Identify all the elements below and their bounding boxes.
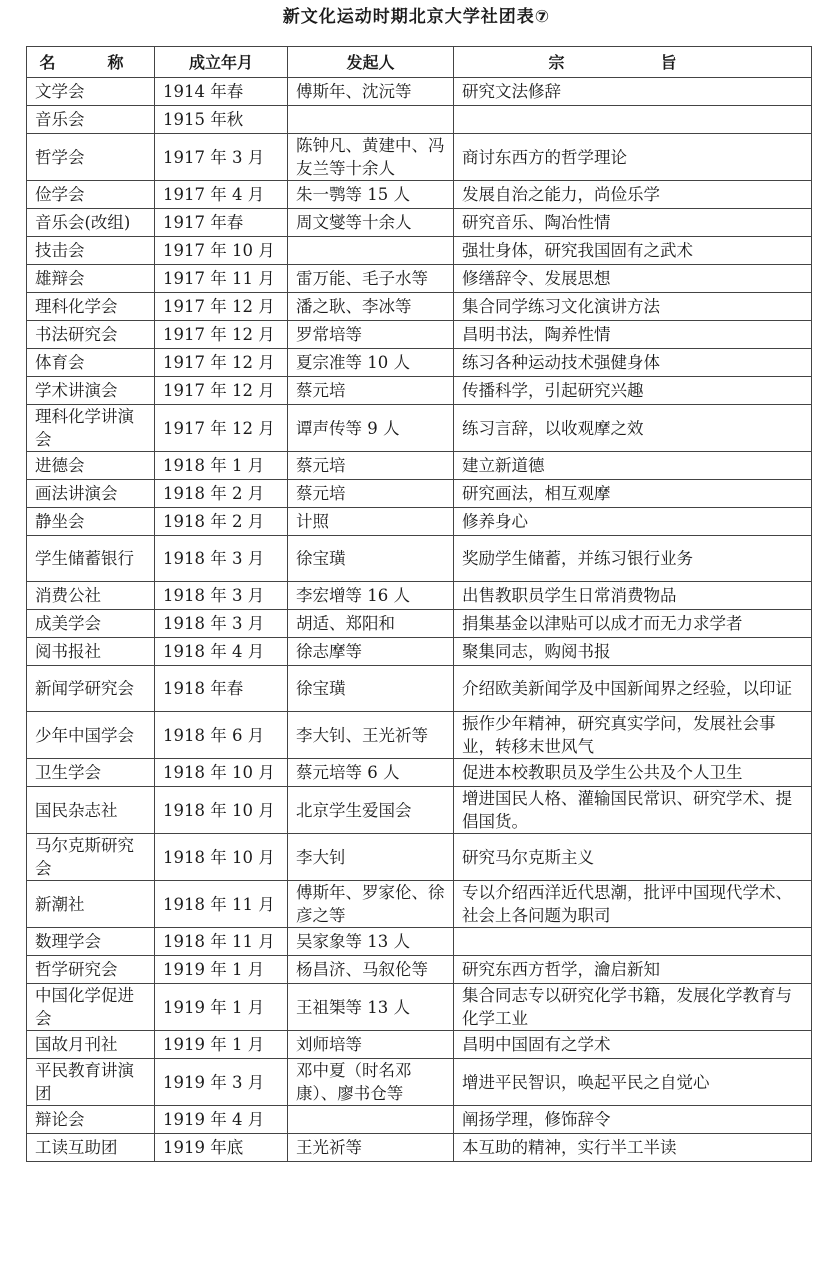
table-row <box>27 265 812 293</box>
cell-founder: 蔡元培 <box>288 480 454 508</box>
cell-founder: 蔡元培等 6 人 <box>288 759 454 787</box>
cell-purpose <box>454 928 812 956</box>
cell-purpose: 研究文法修辞 <box>454 78 812 106</box>
table-row <box>27 181 812 209</box>
table-row <box>27 480 812 508</box>
table-row <box>27 881 812 928</box>
table-row <box>27 405 812 452</box>
cell-name: 消费公社 <box>27 582 155 610</box>
table-row <box>27 610 812 638</box>
table-row <box>27 134 812 181</box>
cell-founder: 王祖榘等 13 人 <box>288 984 454 1031</box>
cell-name: 数理学会 <box>27 928 155 956</box>
table-row <box>27 321 812 349</box>
cell-name: 学术讲演会 <box>27 377 155 405</box>
table-row <box>27 237 812 265</box>
cell-founder: 蔡元培 <box>288 377 454 405</box>
cell-name: 画法讲演会 <box>27 480 155 508</box>
table-row <box>27 508 812 536</box>
cell-name: 学生储蓄银行 <box>27 536 155 582</box>
cell-purpose: 本互助的精神，实行半工半读 <box>454 1134 812 1162</box>
cell-date: 1918 年 10 月 <box>155 759 288 787</box>
cell-purpose: 修缮辞令、发展思想 <box>454 265 812 293</box>
cell-date: 1919 年 3 月 <box>155 1059 288 1106</box>
cell-date: 1917 年 11 月 <box>155 265 288 293</box>
cell-purpose: 阐扬学理，修饰辞令 <box>454 1106 812 1134</box>
table-row <box>27 666 812 712</box>
cell-date: 1914 年春 <box>155 78 288 106</box>
cell-founder: 李大钊、王光祈等 <box>288 712 454 759</box>
cell-purpose: 集合同志专以研究化学书籍，发展化学教育与化学工业 <box>454 984 812 1031</box>
cell-date: 1917 年 12 月 <box>155 321 288 349</box>
cell-date: 1918 年春 <box>155 666 288 712</box>
cell-purpose: 练习各种运动技术强健身体 <box>454 349 812 377</box>
cell-name: 工读互助团 <box>27 1134 155 1162</box>
cell-name: 俭学会 <box>27 181 155 209</box>
table-row <box>27 209 812 237</box>
cell-date: 1918 年 3 月 <box>155 536 288 582</box>
cell-founder: 谭声传等 9 人 <box>288 405 454 452</box>
cell-name: 静坐会 <box>27 508 155 536</box>
table-row <box>27 956 812 984</box>
cell-name: 音乐会(改组) <box>27 209 155 237</box>
cell-founder: 王光祈等 <box>288 1134 454 1162</box>
cell-founder: 周文燮等十余人 <box>288 209 454 237</box>
cell-purpose: 发展自治之能力，尚俭乐学 <box>454 181 812 209</box>
cell-founder: 刘师培等 <box>288 1031 454 1059</box>
cell-purpose: 传播科学，引起研究兴趣 <box>454 377 812 405</box>
table-row <box>27 452 812 480</box>
cell-purpose <box>454 106 812 134</box>
cell-founder: 傅斯年、沈沅等 <box>288 78 454 106</box>
cell-date: 1918 年 2 月 <box>155 480 288 508</box>
cell-name: 阅书报社 <box>27 638 155 666</box>
cell-founder: 徐宝璜 <box>288 536 454 582</box>
table-row <box>27 638 812 666</box>
cell-founder <box>288 106 454 134</box>
cell-founder: 李大钊 <box>288 834 454 881</box>
cell-date: 1917 年春 <box>155 209 288 237</box>
cell-founder: 罗常培等 <box>288 321 454 349</box>
cell-name: 国民杂志社 <box>27 787 155 834</box>
cell-date: 1919 年 4 月 <box>155 1106 288 1134</box>
column-header-purpose: 宗 旨 <box>454 47 812 78</box>
cell-founder: 胡适、郑阳和 <box>288 610 454 638</box>
cell-date: 1917 年 12 月 <box>155 377 288 405</box>
table-row <box>27 1059 812 1106</box>
cell-name: 成美学会 <box>27 610 155 638</box>
cell-name: 技击会 <box>27 237 155 265</box>
cell-founder <box>288 237 454 265</box>
header-row <box>27 47 812 78</box>
cell-purpose: 修养身心 <box>454 508 812 536</box>
table-row <box>27 928 812 956</box>
cell-founder: 潘之耿、李冰等 <box>288 293 454 321</box>
cell-purpose: 增进平民智识，唤起平民之自觉心 <box>454 1059 812 1106</box>
table-body <box>27 78 812 1162</box>
cell-name: 马尔克斯研究会 <box>27 834 155 881</box>
cell-name: 书法研究会 <box>27 321 155 349</box>
cell-founder: 徐宝璜 <box>288 666 454 712</box>
cell-founder: 吴家象等 13 人 <box>288 928 454 956</box>
cell-date: 1918 年 3 月 <box>155 582 288 610</box>
cell-founder: 蔡元培 <box>288 452 454 480</box>
table-row <box>27 984 812 1031</box>
cell-founder: 陈钟凡、黄建中、冯友兰等十余人 <box>288 134 454 181</box>
cell-purpose: 研究画法，相互观摩 <box>454 480 812 508</box>
cell-date: 1918 年 3 月 <box>155 610 288 638</box>
cell-name: 文学会 <box>27 78 155 106</box>
cell-purpose: 研究马尔克斯主义 <box>454 834 812 881</box>
table-row <box>27 536 812 582</box>
cell-name: 音乐会 <box>27 106 155 134</box>
cell-date: 1915 年秋 <box>155 106 288 134</box>
cell-date: 1918 年 6 月 <box>155 712 288 759</box>
cell-founder: 徐志摩等 <box>288 638 454 666</box>
cell-purpose: 出售教职员学生日常消费物品 <box>454 582 812 610</box>
cell-name: 理科化学讲演会 <box>27 405 155 452</box>
cell-name: 国故月刊社 <box>27 1031 155 1059</box>
cell-date: 1919 年 1 月 <box>155 1031 288 1059</box>
column-header-date: 成立年月 <box>155 47 288 78</box>
table-row <box>27 1106 812 1134</box>
cell-founder: 傅斯年、罗家伦、徐彦之等 <box>288 881 454 928</box>
cell-purpose: 增进国民人格、灌输国民常识、研究学术、提倡国货。 <box>454 787 812 834</box>
cell-founder: 李宏增等 16 人 <box>288 582 454 610</box>
table-row <box>27 78 812 106</box>
cell-founder: 邓中夏（时名邓康）、廖书仓等 <box>288 1059 454 1106</box>
table-row <box>27 377 812 405</box>
cell-founder <box>288 1106 454 1134</box>
cell-founder: 夏宗准等 10 人 <box>288 349 454 377</box>
cell-purpose: 强壮身体，研究我国固有之武术 <box>454 237 812 265</box>
society-table <box>26 46 812 1162</box>
cell-name: 卫生学会 <box>27 759 155 787</box>
cell-date: 1918 年 1 月 <box>155 452 288 480</box>
cell-date: 1917 年 3 月 <box>155 134 288 181</box>
cell-date: 1917 年 4 月 <box>155 181 288 209</box>
cell-purpose: 商讨东西方的哲学理论 <box>454 134 812 181</box>
cell-name: 理科化学会 <box>27 293 155 321</box>
table-row <box>27 582 812 610</box>
cell-date: 1918 年 11 月 <box>155 928 288 956</box>
table-row <box>27 759 812 787</box>
table-row <box>27 1134 812 1162</box>
table-row <box>27 293 812 321</box>
cell-founder: 雷万能、毛子水等 <box>288 265 454 293</box>
cell-name: 哲学会 <box>27 134 155 181</box>
table-row <box>27 787 812 834</box>
cell-founder: 杨昌济、马叙伦等 <box>288 956 454 984</box>
cell-date: 1918 年 4 月 <box>155 638 288 666</box>
cell-purpose: 研究音乐、陶冶性情 <box>454 209 812 237</box>
cell-purpose: 促进本校教职员及学生公共及个人卫生 <box>454 759 812 787</box>
column-header-name: 名 称 <box>27 47 155 78</box>
cell-purpose: 聚集同志，购阅书报 <box>454 638 812 666</box>
cell-founder: 朱一鹗等 15 人 <box>288 181 454 209</box>
cell-date: 1919 年 1 月 <box>155 984 288 1031</box>
table-row <box>27 1031 812 1059</box>
cell-name: 体育会 <box>27 349 155 377</box>
cell-purpose: 研究东西方哲学，瀹启新知 <box>454 956 812 984</box>
cell-name: 辩论会 <box>27 1106 155 1134</box>
cell-purpose: 昌明书法，陶养性情 <box>454 321 812 349</box>
cell-date: 1918 年 10 月 <box>155 834 288 881</box>
cell-founder: 计照 <box>288 508 454 536</box>
cell-purpose: 介绍欧美新闻学及中国新闻界之经验，以印证 <box>454 666 812 712</box>
cell-name: 哲学研究会 <box>27 956 155 984</box>
cell-founder: 北京学生爱国会 <box>288 787 454 834</box>
cell-purpose: 奖励学生储蓄，并练习银行业务 <box>454 536 812 582</box>
cell-date: 1919 年 1 月 <box>155 956 288 984</box>
cell-name: 平民教育讲演团 <box>27 1059 155 1106</box>
cell-name: 中国化学促进会 <box>27 984 155 1031</box>
table-title: 新文化运动时期北京大学社团表⑦ <box>282 7 551 27</box>
cell-purpose: 捐集基金以津贴可以成才而无力求学者 <box>454 610 812 638</box>
cell-purpose: 练习言辞，以收观摩之效 <box>454 405 812 452</box>
cell-purpose: 集合同学练习文化演讲方法 <box>454 293 812 321</box>
cell-date: 1917 年 12 月 <box>155 349 288 377</box>
table-row <box>27 106 812 134</box>
cell-date: 1917 年 12 月 <box>155 293 288 321</box>
cell-date: 1917 年 12 月 <box>155 405 288 452</box>
cell-name: 新潮社 <box>27 881 155 928</box>
cell-name: 少年中国学会 <box>27 712 155 759</box>
cell-purpose: 建立新道德 <box>454 452 812 480</box>
cell-date: 1917 年 10 月 <box>155 237 288 265</box>
column-header-founder: 发起人 <box>288 47 454 78</box>
cell-purpose: 专以介绍西洋近代思潮，批评中国现代学术、社会上各问题为职司 <box>454 881 812 928</box>
table-row <box>27 349 812 377</box>
cell-purpose: 振作少年精神，研究真实学问，发展社会事业，转移末世风气 <box>454 712 812 759</box>
cell-date: 1918 年 10 月 <box>155 787 288 834</box>
cell-name: 雄辩会 <box>27 265 155 293</box>
table-row <box>27 712 812 759</box>
cell-name: 新闻学研究会 <box>27 666 155 712</box>
cell-date: 1919 年底 <box>155 1134 288 1162</box>
cell-date: 1918 年 2 月 <box>155 508 288 536</box>
cell-name: 进德会 <box>27 452 155 480</box>
cell-purpose: 昌明中国固有之学术 <box>454 1031 812 1059</box>
table-row <box>27 834 812 881</box>
cell-date: 1918 年 11 月 <box>155 881 288 928</box>
